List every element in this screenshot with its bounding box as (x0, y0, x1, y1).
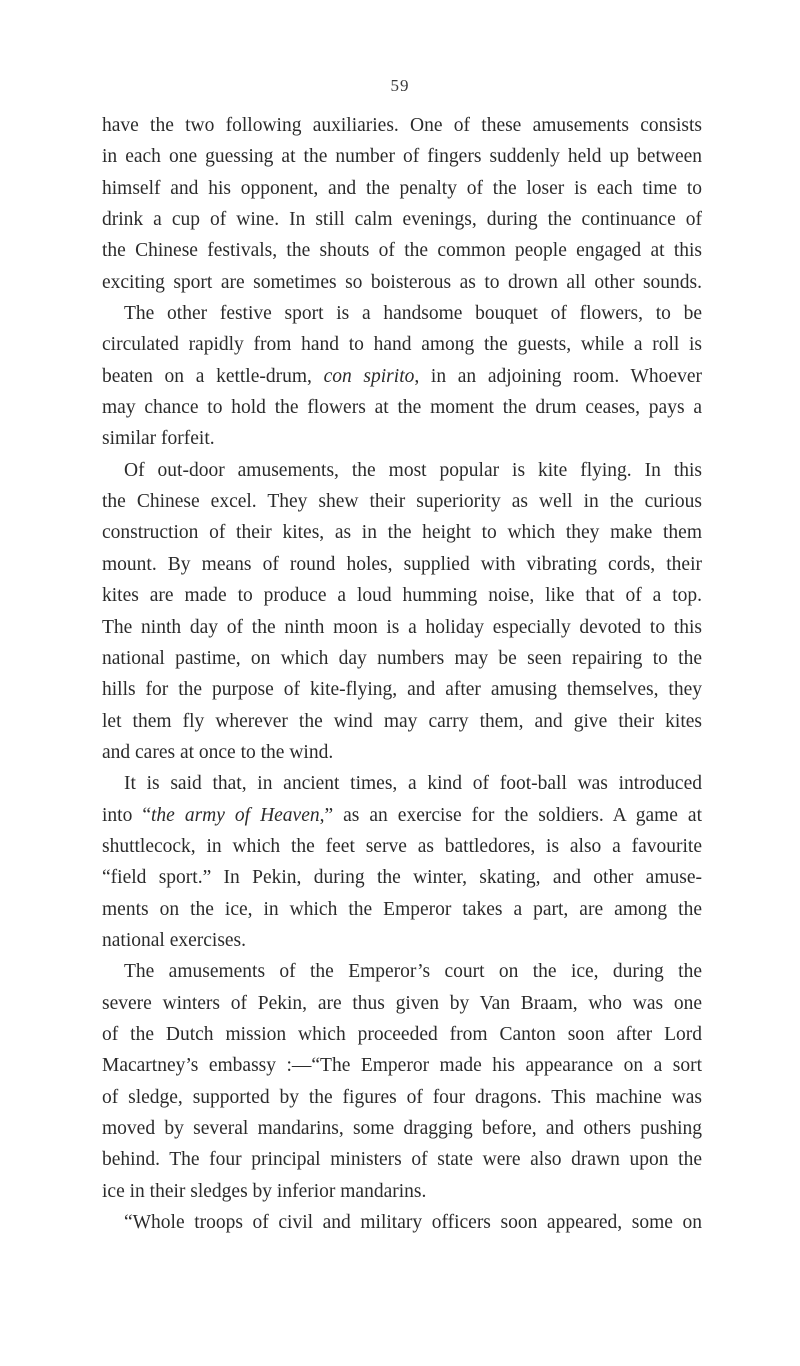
text-line: national exercises. (102, 929, 247, 951)
text-line: ments on the ice, in which the Emperor takes a part, are among the (102, 898, 702, 920)
body-text (102, 110, 702, 1238)
text-line: drink a cup of wine. In still calm evenings, during the continuance of (102, 209, 702, 231)
page-number: 59 (390, 76, 410, 95)
italic-phrase: con spirito (323, 365, 415, 387)
text-line: Of out-door amusements, the most popular is kite flying. In this (124, 459, 702, 481)
text-line: construction of their kites, as in the height to which they make them (102, 522, 702, 544)
text-segment: ,” as an exercise for the soldiers. A game at (319, 804, 702, 826)
text-segment: into “ (102, 804, 151, 826)
text-line (102, 361, 702, 392)
text-line: behind. The four principal ministers of state were also drawn upon the (102, 1149, 702, 1171)
text-line (102, 800, 702, 831)
text-line: national pastime, on which day numbers may be seen repairing to the (102, 647, 702, 669)
text-line: hills for the purpose of kite-flying, and after amusing themselves, they (102, 679, 702, 701)
text-line: kites are made to produce a loud humming noise, like that of a top. (102, 585, 702, 607)
text-line: ice in their sledges by inferior mandarins. (102, 1180, 427, 1202)
text-line: shuttlecock, in which the feet serve as battledores, is also a favourite (102, 835, 702, 857)
text-segment: beaten on a kettle-drum, (102, 365, 324, 387)
text-line: the Chinese excel. They shew their superiority as well in the curious (102, 491, 702, 513)
text-line: Macartney’s embassy :—“The Emperor made his appearance on a sort (102, 1055, 702, 1077)
text-line: moved by several mandarins, some dragging before, and others pushing (102, 1118, 702, 1139)
text-line: may chance to hold the flowers at the moment the drum ceases, pays a (102, 397, 702, 419)
text-line: of sledge, supported by the figures of four dragons. This machine was (102, 1086, 702, 1108)
text-line: The ninth day of the ninth moon is a holiday especially devoted to this (102, 616, 702, 638)
text-line: mount. By means of round holes, supplied with vibrating cords, their (102, 553, 702, 575)
text-line: in each one guessing at the number of fingers suddenly held up between (102, 146, 702, 168)
text-line: “field sport.” In Pekin, during the winter, skating, and other amuse- (102, 867, 702, 889)
text-line: It is said that, in ancient times, a kind of foot-ball was introduced (124, 773, 702, 795)
text-line: similar forfeit. (102, 428, 215, 450)
text-line: The other festive sport is a handsome bouquet of flowers, to be (124, 303, 702, 325)
text-line: exciting sport are sometimes so boisterous as to drown all other sounds. (102, 271, 702, 293)
text-line: “Whole troops of civil and military officers soon appeared, some on (124, 1212, 702, 1234)
text-line: of the Dutch mission which proceeded from Canton soon after Lord (102, 1023, 702, 1045)
text-line: have the two following auxiliaries. One of these amusements consists (102, 115, 702, 136)
text-line: circulated rapidly from hand to hand among the guests, while a roll is (102, 334, 702, 356)
text-line: the Chinese festivals, the shouts of the common people engaged at this (102, 240, 702, 262)
italic-phrase: the army of Heaven (151, 804, 320, 826)
text-line: let them fly wherever the wind may carry them, and give their kites (102, 710, 702, 732)
text-line: The amusements of the Emperor’s court on the ice, during the (124, 961, 702, 983)
text-line: himself and his opponent, and the penalty of the loser is each time to (102, 177, 702, 199)
text-line: and cares at once to the wind. (102, 741, 334, 763)
text-line: severe winters of Pekin, are thus given by Van Braam, who was one (102, 992, 702, 1014)
text-segment: , in an adjoining room. Whoever (414, 365, 702, 387)
